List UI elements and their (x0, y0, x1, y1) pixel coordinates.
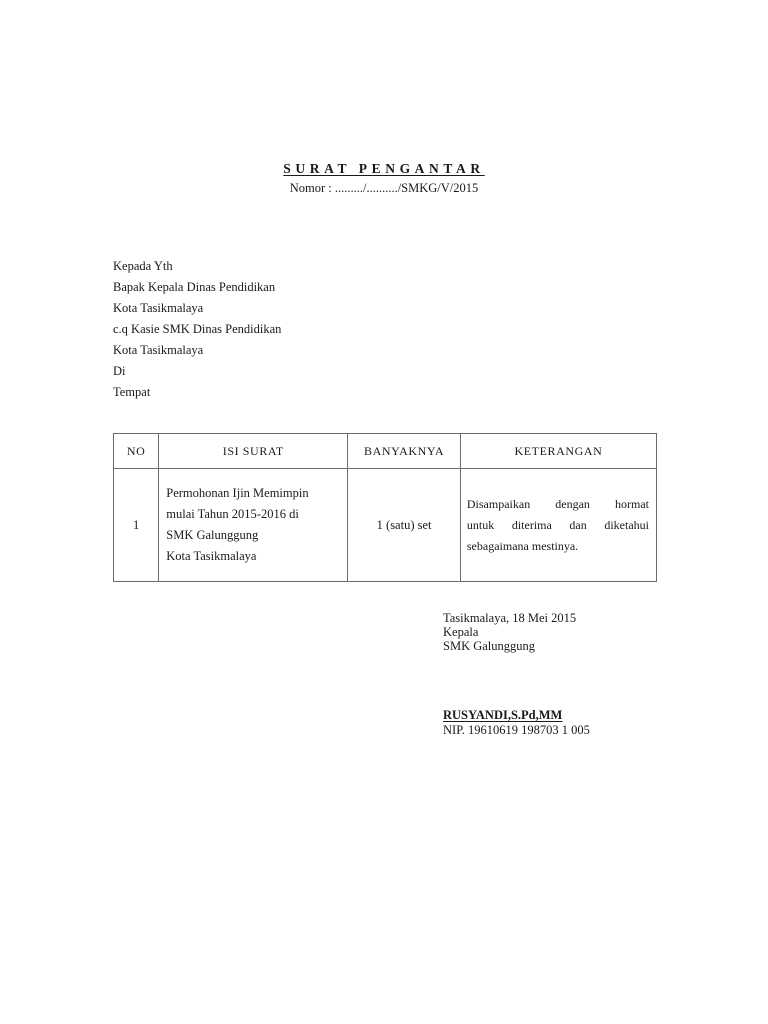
cell-no: 1 (114, 469, 159, 582)
recipient-address-block (113, 256, 281, 403)
signer-nip: NIP. 19610619 198703 1 005 (443, 722, 590, 737)
header-isi-surat: ISI SURAT (159, 434, 348, 469)
signer-institution: SMK Galunggung (443, 639, 536, 653)
recipient-line: Tempat (113, 385, 151, 399)
cell-banyaknya: 1 (satu) set (348, 469, 461, 582)
recipient-line: c.q Kasie SMK Dinas Pendidikan (113, 322, 282, 336)
recipient-line: Kota Tasikmalaya (113, 343, 204, 357)
recipient-line: Bapak Kepala Dinas Pendidikan (113, 280, 276, 294)
recipient-line: Di (113, 364, 126, 378)
signature-block (443, 611, 576, 653)
keterangan-line: untuk diterima dan diketahui (466, 517, 649, 532)
recipient-line: Kota Tasikmalaya (113, 301, 204, 315)
signer-block (443, 708, 590, 737)
header-no: NO (114, 434, 159, 469)
header-keterangan: KETERANGAN (460, 434, 656, 469)
isi-surat-line: Permohonan Ijin Memimpin (166, 486, 309, 500)
signer-name: RUSYANDI,S.Pd,MM (443, 708, 563, 722)
header-banyaknya: BANYAKNYA (348, 434, 461, 469)
isi-surat-line: mulai Tahun 2015-2016 di (166, 507, 299, 521)
table-row (114, 469, 657, 582)
signer-position: Kepala (443, 625, 479, 639)
letter-title: SURAT PENGANTAR (283, 161, 485, 176)
recipient-line: Kepada Yth (113, 259, 173, 273)
items-table (113, 433, 657, 582)
cell-keterangan (460, 469, 656, 582)
letter-number: Nomor : ........./........../SMKG/V/2015 (289, 181, 479, 195)
keterangan-line: sebagaimana mestinya. (466, 538, 579, 553)
keterangan-line: Disampaikan dengan hormat (466, 496, 649, 511)
cell-isi-surat (159, 469, 348, 582)
isi-surat-line: Kota Tasikmalaya (166, 549, 257, 563)
table-header-row (114, 434, 657, 469)
place-date: Tasikmalaya, 18 Mei 2015 (443, 611, 577, 625)
isi-surat-line: SMK Galunggung (166, 528, 259, 542)
